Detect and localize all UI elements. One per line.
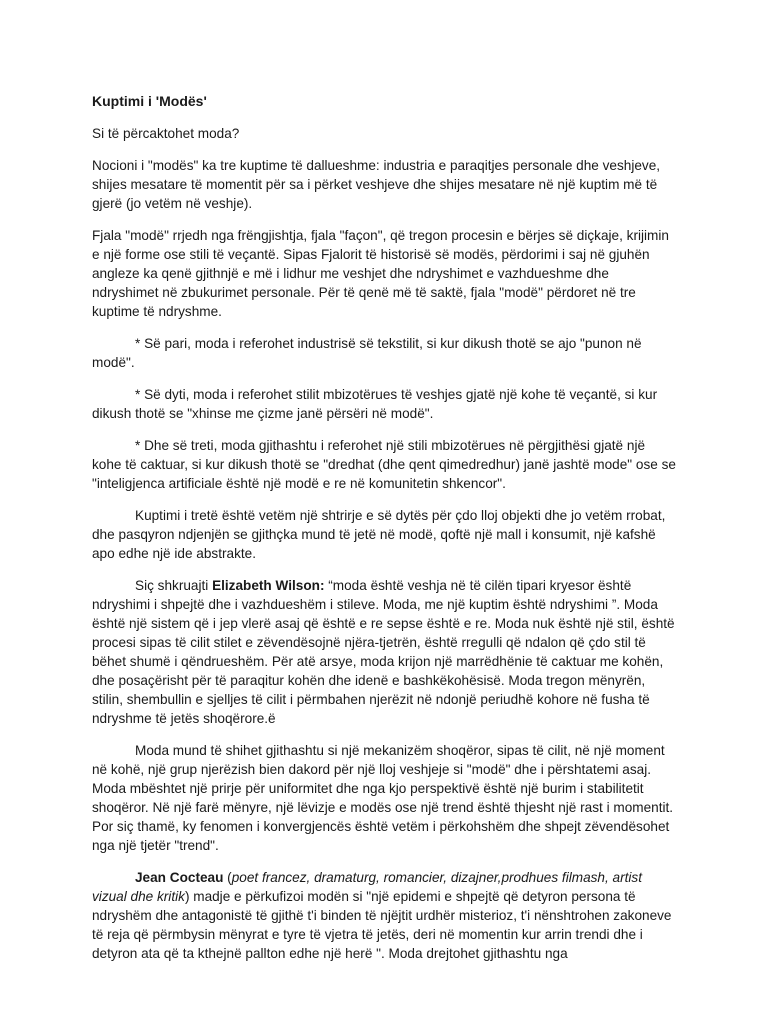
wilson-quote-text: “moda është veshja në të cilën tipari kryesor është ndryshimi i shpejtë dhe i vazhdueshëm i stileve. Moda, me një kuptim është ndryshimi ”. Moda është një sistem që i jep vlerë asaj që është e re sepse është e re. Moda nuk është një stil, është procesi sipas të cilit stilet e zëvendësojnë njëra-tjetrën, është rregulli që ndalon që çdo stil të bëhet shumë i qëndrueshëm. Për atë arsye, moda krijon një marrëdhënie të caktuar me kohën, dhe posaçërisht për të paraqitur kohën dhe idenë e bashkëkohësisë. Moda tregon mënyrën, stilin, shembullin e sjelljes të cilit i përmbahen njerëzit në ndonjë periudhë kohore në fusha të ndryshme të jetës shoqërore.ë <box>92 578 675 726</box>
bullet-second-meaning: * Së dyti, moda i referohet stilit mbizotërues të veshjes gjatë një kohe të veçantë, si kur dikush thotë se "xhinse me çizme janë përsëri në modë". <box>92 387 658 421</box>
author-name-cocteau: Jean Cocteau <box>135 870 224 885</box>
author-name-wilson: Elizabeth Wilson: <box>212 578 325 593</box>
paragraph-social-mechanism: Moda mund të shihet gjithashtu si një mekanizëm shoqëror, sipas të cilit, në një moment në kohë, një grup njerëzish bien dakord për një lloj veshjeje si "modë" dhe i përshtatemi asaj. Moda mbështet një prirje për uniformitet dhe nga kjo perspektivë është një burim i stabilitetit shoqëror. Në një farë mënyre, një lëvizje e modës ose një trend është thjesht një rast i momentit. Por siç thamë, ky fenomen i konvergjencës është vetëm i përkohshëm dhe shpejt zëvendësohet nga një tjetër "trend". <box>92 743 674 853</box>
bullet-third-meaning: * Dhe së treti, moda gjithashtu i referohet një stili mbizotërues në përgjithësi gjatë një kohe të caktuar, si kur dikush thotë se "dredhat (dhe qent qimedredhur) janë jashtë mode" ose se "inteligjenca artificiale është një modë e re në komunitetin shkencor". <box>92 438 676 491</box>
paragraph-cocteau <box>92 868 676 963</box>
bullet-first-meaning: * Së pari, moda i referohet industrisë së tekstilit, si kur dikush thotë se ajo "punon në modë". <box>92 336 642 370</box>
document-title: Kuptimi i 'Modës' <box>92 93 207 109</box>
cocteau-open-paren: ( <box>223 870 232 885</box>
paragraph-etymology: Fjala "modë" rrjedh nga frëngjishtja, fjala "façon", që tregon procesin e bërjes së diçkaje, krijimin e një forme ose stili të veçantë. Sipas Fjalorit të historisë së modës, përdorimi i saj në gjuhën angleze ka qenë gjithnjë e më i lidhur me veshjet dhe ndryshimet e vazhdueshme dhe ndryshimet në zbukurimet personale. Për të qenë më të saktë, fjala "modë" përdoret në tre kuptime të ndryshme. <box>92 228 669 319</box>
cocteau-description: poet francez, dramaturg, romancier, dizajner,prodhues filmash, artist vizual dhe kritik <box>92 870 642 904</box>
paragraph-wilson-quote <box>92 576 676 728</box>
document-body <box>92 92 676 976</box>
wilson-intro-text: Siç shkruajti <box>135 578 213 593</box>
question-line: Si të përcaktohet moda? <box>92 126 240 141</box>
paragraph-definition: Nocioni i "modës" ka tre kuptime të dallueshme: industria e paraqitjes personale dhe veshjeve, shijes mesatare të momentit për sa i përket veshjeve dhe shijes mesatare në një kuptim më të gjerë (jo vetëm në veshje). <box>92 158 661 211</box>
paragraph-third-meaning: Kuptimi i tretë është vetëm një shtrirje e së dytës për çdo lloj objekti dhe jo vetëm rrobat, dhe pasqyron ndjenjën se gjithçka mund të jetë në modë, qoftë një mall i konsumit, një kafshë apo edhe një ide abstrakte. <box>92 508 666 561</box>
cocteau-quote-text: ) madje e përkufizoi modën si "një epidemi e shpejtë që detyron persona të ndryshëm dhe antagonistë të gjithë t'i binden të njëjtit urdhër misterioz, t'i nënshtrohen zakoneve të reja që përmbysin mënyrat e tyre të vjetra të jetës, deri në momentin kur arrin trendi dhe i detyron ata që ta kthejnë pallton edhe një herë ". Moda drejtohet gjithashtu nga <box>92 889 672 961</box>
